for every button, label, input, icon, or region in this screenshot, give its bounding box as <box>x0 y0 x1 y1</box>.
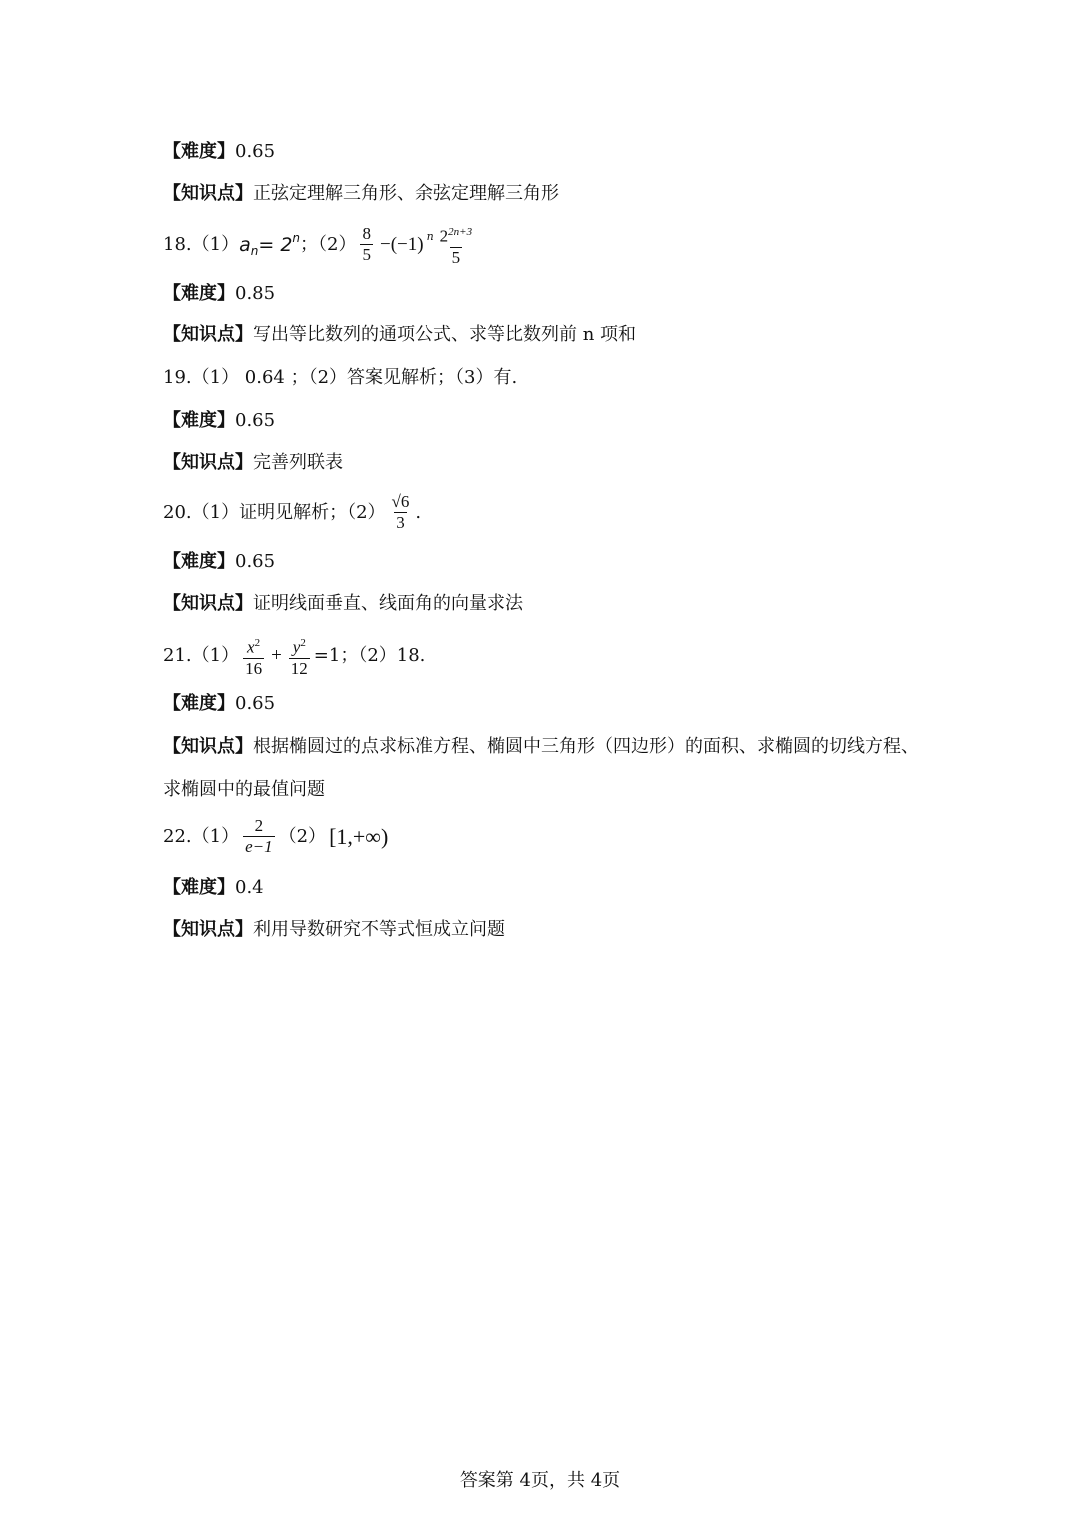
question-number: 18. <box>163 233 192 255</box>
equation-tail: =1；（2）18. <box>313 644 426 666</box>
answer-20 <box>163 492 421 533</box>
knowledge-row-20 <box>163 592 523 616</box>
part-label: （2） <box>278 825 327 847</box>
page-footer: 答案第 4页，共 4页 <box>459 1470 621 1491</box>
part-label: （1） <box>191 233 240 255</box>
knowledge-label: 【知识点】 <box>163 183 253 204</box>
knowledge-value: 证明线面垂直、线面角的向量求法 <box>253 593 523 614</box>
fraction-power: $\frac{2^{2n+3}}{5}$ <box>439 226 473 267</box>
difficulty-value: 0.65 <box>235 693 276 714</box>
knowledge-row-19 <box>163 451 343 475</box>
difficulty-value: 0.65 <box>235 410 276 431</box>
answer-22 <box>163 816 391 857</box>
difficulty-label: 【难度】 <box>163 410 235 431</box>
difficulty-label: 【难度】 <box>163 693 235 714</box>
knowledge-value: 完善列联表 <box>253 452 343 473</box>
knowledge-value: 正弦定理解三角形、余弦定理解三角形 <box>253 183 559 204</box>
difficulty-label: 【难度】 <box>163 877 235 898</box>
difficulty-label: 【难度】 <box>163 283 235 304</box>
fraction-x2-16: $\frac{x^2}{16}$ <box>245 637 263 678</box>
formula-subscript: n <box>250 243 259 258</box>
knowledge-row-18 <box>163 323 636 347</box>
minus-term: −(−1) <box>379 233 424 255</box>
difficulty-row-20 <box>163 550 275 574</box>
difficulty-value: 0.85 <box>235 283 276 304</box>
formula-superscript: n <box>292 230 301 245</box>
answer-prefix: 21.（1） <box>163 644 240 666</box>
formula-lhs: a <box>239 233 251 256</box>
minus-term-sup: n <box>426 229 434 243</box>
fraction-2-e-1: $\frac{2}{e-1}$ <box>245 816 273 856</box>
plus-sign: + <box>271 644 282 666</box>
knowledge-value: 利用导数研究不等式恒成立问题 <box>253 919 505 940</box>
knowledge-row-17 <box>163 182 559 206</box>
fraction-sqrt6-3: $\frac{√6}{3}$ <box>391 492 410 532</box>
knowledge-label: 【知识点】 <box>163 324 253 345</box>
answer-text: 19.（1） 0.64 ；（2）答案见解析；（3）有. <box>163 367 518 388</box>
interval: [1,+∞) <box>329 823 389 849</box>
fraction-y2-12: $\frac{y^2}{12}$ <box>290 637 308 678</box>
difficulty-row-22 <box>163 876 264 900</box>
difficulty-label: 【难度】 <box>163 551 235 572</box>
knowledge-label: 【知识点】 <box>163 736 253 757</box>
knowledge-label: 【知识点】 <box>163 593 253 614</box>
difficulty-label: 【难度】 <box>163 141 235 162</box>
fraction-8-5: $\frac{8}{5}$ <box>362 224 371 265</box>
knowledge-row-21 <box>163 725 923 811</box>
difficulty-row-19 <box>163 409 275 433</box>
knowledge-label: 【知识点】 <box>163 919 253 940</box>
answer-prefix: 22.（1） <box>163 825 240 847</box>
answer-suffix: . <box>415 501 422 523</box>
answer-19 <box>163 366 517 390</box>
separator: ；（2） <box>300 233 357 255</box>
difficulty-value: 0.4 <box>235 877 264 898</box>
answer-21 <box>163 633 425 679</box>
difficulty-value: 0.65 <box>235 551 276 572</box>
difficulty-row-21 <box>163 692 275 716</box>
knowledge-value: 写出等比数列的通项公式、求等比数列前 n 项和 <box>253 324 637 345</box>
answer-prefix: 20.（1）证明见解析；（2） <box>163 501 386 523</box>
difficulty-row-18 <box>163 282 275 306</box>
difficulty-value: 0.65 <box>235 141 276 162</box>
knowledge-row-22 <box>163 918 505 942</box>
answer-18 <box>163 222 478 268</box>
knowledge-label: 【知识点】 <box>163 452 253 473</box>
difficulty-row-17 <box>163 140 275 164</box>
formula-rhs: = 2 <box>258 233 293 256</box>
knowledge-value: 根据椭圆过的点求标准方程、椭圆中三角形（四边形）的面积、求椭圆的切线方程、求椭圆中的最值问题 <box>163 736 919 800</box>
